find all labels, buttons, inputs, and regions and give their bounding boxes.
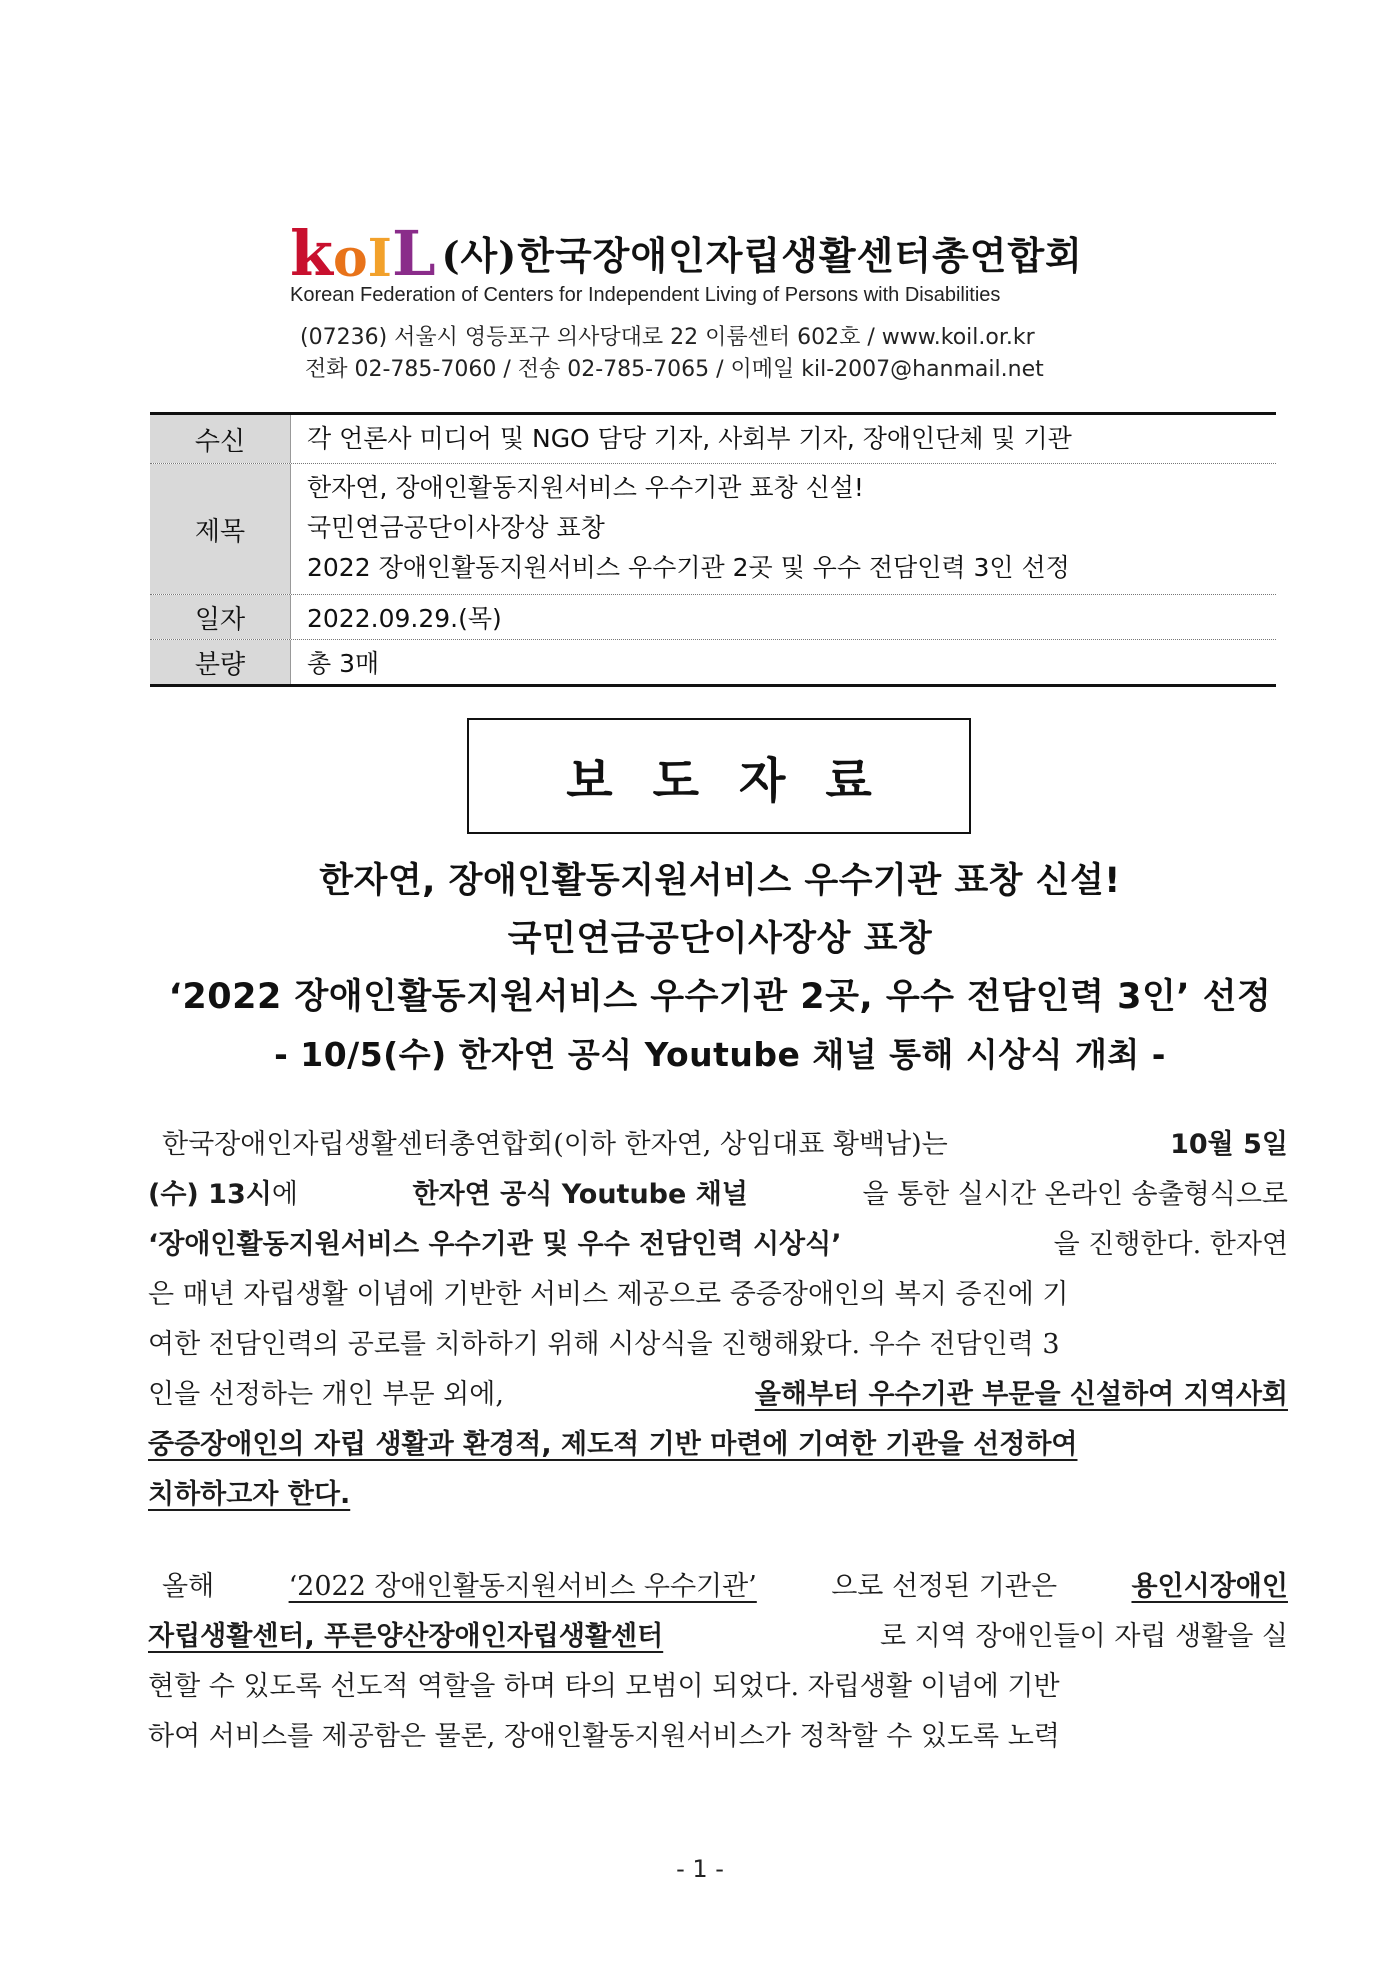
info-table	[150, 412, 1276, 687]
date-value: 2022.09.29.(목)	[307, 604, 502, 633]
award-title: ‘2022 장애인활동지원서비스 우수기관’	[288, 1571, 757, 1602]
awardee-name: 자립생활센터, 푸른양산장애인자립생활센터	[148, 1621, 664, 1652]
subject-line: 2022 장애인활동지원서비스 우수기관 2곳 및 우수 전담인력 3인 선정	[307, 553, 1070, 582]
text-line	[148, 1320, 1288, 1370]
highlight-text: 올해부터 우수기관 부문을 신설하여 지역사회	[754, 1379, 1288, 1410]
press-release-title-box	[467, 718, 971, 834]
text-run: 현할 수 있도록 선도적 역할을 하며 타의 모범이 되었다. 자립생활 이념에 기반	[148, 1671, 1060, 1702]
text-run: 로 지역 장애인들이 자립 생활을 실	[879, 1621, 1288, 1652]
letterhead	[290, 205, 1083, 290]
awardee-name: 용인시장애인	[1131, 1571, 1288, 1602]
subject-row	[150, 464, 1276, 595]
text-line	[148, 1120, 1288, 1170]
text-run: 한국장애인자립생활센터총연합회(이하 한자연, 상임대표 황백남)는	[162, 1129, 948, 1160]
text-line	[148, 1562, 1288, 1612]
body-paragraph-2	[148, 1562, 1288, 1762]
youtube-channel: 한자연 공식 Youtube 채널	[412, 1179, 748, 1210]
text-run: 여한 전담인력의 공로를 치하하기 위해 시상식을 진행해왔다. 우수 전담인력 3	[148, 1329, 1060, 1360]
headline	[140, 852, 1300, 1084]
subject-line: 한자연, 장애인활동지원서비스 우수기관 표창 신설!	[307, 473, 864, 502]
headline-line-3: ‘2022 장애인활동지원서비스 우수기관 2곳, 우수 전담인력 3인’ 선정	[168, 977, 1272, 1017]
pages-value: 총 3매	[307, 649, 380, 678]
org-contact: 전화 02-785-7060 / 전송 02-785-7065 / 이메일 kil-2007@hanmail.net	[305, 357, 1044, 382]
event-date: 10월 5일	[1170, 1129, 1288, 1160]
text-line	[148, 1420, 1288, 1470]
subject-value	[291, 464, 1276, 594]
koil-logo: k o I L	[290, 217, 436, 290]
org-address: (07236) 서울시 영등포구 의사당대로 22 이룸센터 602호 / www.koil.or.kr	[300, 325, 1035, 350]
text-run: 을 진행한다. 한자연	[1053, 1229, 1288, 1260]
recipient-value: 각 언론사 미디어 및 NGO 담당 기자, 사회부 기자, 장애인단체 및 기관	[307, 424, 1072, 453]
text-line	[148, 1220, 1288, 1270]
text-run: 올해	[162, 1571, 215, 1602]
text-group	[148, 1170, 298, 1220]
headline-line-2: 국민연금공단이사장상 표창	[507, 919, 933, 959]
date-label: 일자	[150, 595, 291, 639]
text-run: 으로 선정된 기관은	[831, 1571, 1058, 1602]
text-line	[148, 1270, 1288, 1320]
headline-line-1: 한자연, 장애인활동지원서비스 우수기관 표창 신설!	[319, 861, 1121, 901]
recipient-row	[150, 415, 1276, 464]
subject-line: 국민연금공단이사장상 표창	[307, 513, 605, 542]
highlight-text: 중증장애인의 자립 생활과 환경적, 제도적 기반 마련에 기여한 기관을 선정하여	[148, 1429, 1078, 1460]
text-line	[148, 1662, 1288, 1712]
text-line	[148, 1612, 1288, 1662]
text-run: 을 통한 실시간 온라인 송출형식으로	[862, 1179, 1288, 1210]
pages-row	[150, 640, 1276, 684]
text-run: 하여 서비스를 제공함은 물론, 장애인활동지원서비스가 정착할 수 있도록 노력	[148, 1721, 1060, 1752]
press-release-title: 보도자료	[566, 752, 912, 809]
subject-label: 제목	[150, 464, 291, 594]
body-paragraph-1	[148, 1120, 1288, 1520]
org-name: (사)한국장애인자립생활센터총연합회	[441, 233, 1083, 278]
org-name-english: Korean Federation of Centers for Independent Living of Persons with Disabilities	[290, 284, 1001, 306]
text-line	[148, 1470, 1288, 1520]
text-run: 인을 선정하는 개인 부문 외에,	[148, 1379, 504, 1410]
date-row	[150, 595, 1276, 640]
highlight-text: 치하하고자 한다.	[148, 1479, 351, 1510]
text-line	[148, 1712, 1288, 1762]
recipient-label: 수신	[150, 415, 291, 463]
text-line	[148, 1370, 1288, 1420]
ceremony-name: ‘장애인활동지원서비스 우수기관 및 우수 전담인력 시상식’	[148, 1229, 842, 1260]
text-run: 은 매년 자립생활 이념에 기반한 서비스 제공으로 중증장애인의 복지 증진에 기	[148, 1279, 1069, 1310]
event-time: (수) 13시	[148, 1179, 272, 1210]
page-number: - 1 -	[676, 1855, 724, 1883]
headline-subline: - 10/5(수) 한자연 공식 Youtube 채널 통해 시상식 개최 -	[274, 1035, 1166, 1074]
pages-label: 분량	[150, 640, 291, 684]
text-line	[148, 1170, 1288, 1220]
text-run: 에	[271, 1179, 298, 1210]
